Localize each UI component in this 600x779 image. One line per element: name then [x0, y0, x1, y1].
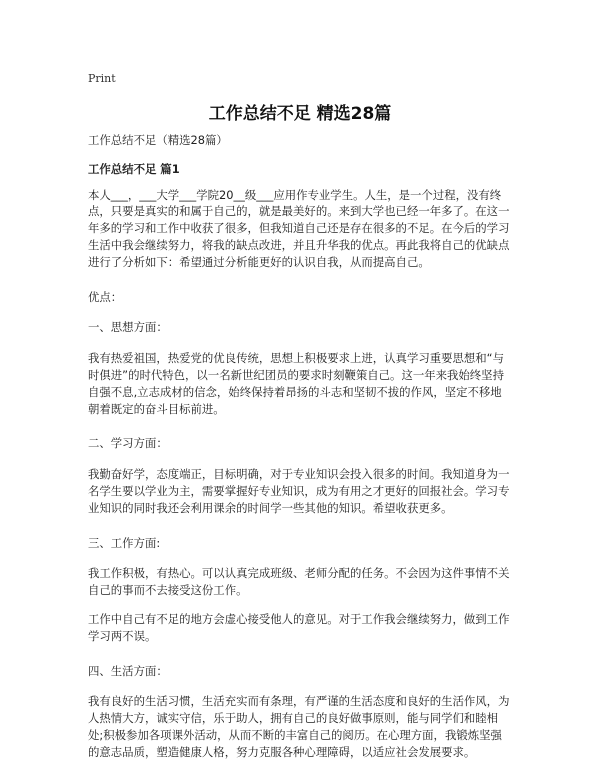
work-heading: 三、工作方面: [88, 535, 161, 550]
section-heading: 工作总结不足 篇1 [88, 161, 180, 176]
advantages-label: 优点： [88, 289, 123, 304]
study-paragraph: 我勤奋好学，态度端正，目标明确，对于专业知识会投入很多的时间。我知道身为一名学生要以学业为主，需要掌握好专业知识，成为有用之才更好的回报社会。学习专业知识的同时我还会利用课余的时间学一些其他的知识。希望收获更多。 [88, 467, 510, 515]
work-paragraph-2: 工作中自己有不足的地方会虚心接受他人的意见。对于工作我会继续努力，做到工作学习两不误。 [88, 611, 510, 643]
thought-heading: 一、思想方面： [88, 320, 168, 335]
document-body [88, 132, 512, 779]
life-heading: 四、生活方面： [88, 663, 168, 678]
work-paragraph-1: 我工作积极，有热心。可以认真完成班级、老师分配的任务。不会因为这件事情不关自己的事而不去接受这份工作。 [88, 566, 510, 598]
print-link[interactable]: Print [88, 72, 116, 85]
document-title: 工作总结不足 精选28篇 [208, 104, 392, 124]
study-heading: 二、学习方面： [88, 436, 168, 451]
thought-paragraph: 我有热爱祖国，热爱党的优良传统，思想上积极要求上进，认真学习重要思想和“与时俱进”的时代特色，以一名新世纪团员的要求时刻鞭策自己。这一年来我始终坚持自强不息,立志成材的信念，始终保持着昂扬的斗志和坚韧不拔的作风，坚定不移地朝着既定的奋斗目标前进。 [88, 351, 504, 416]
document-subtitle: 工作总结不足（精选28篇） [88, 133, 228, 147]
life-paragraph: 我有良好的生活习惯，生活充实而有条理，有严谨的生活态度和良好的生活作风，为人热情大方，诚实守信，乐于助人，拥有自己的良好做事原则，能与同学们和睦相处;积极参加各项课外活动，从而不断的丰富自己的阅历。在心理方面，我锻炼坚强的意志品质，塑造健康人格，努力克服各种心理障碍，以适应社会发展要求。 [88, 694, 510, 759]
intro-paragraph: 本人___，___大学___学院20__级___应用作专业学生。人生，是一个过程，没有终点，只要是真实的和属于自己的，就是最美好的。来到大学也已经一年多了。在这一年多的学习和工作中收获了很多，但我知道自己还是存在很多的不足。在今后的学习生活中我会继续努力，将我的缺点改进，并且升华我的优点。再此我将自己的优缺点进行了分析如下：希望通过分析能更好的认识自我，从而提高自己。 [88, 187, 510, 269]
